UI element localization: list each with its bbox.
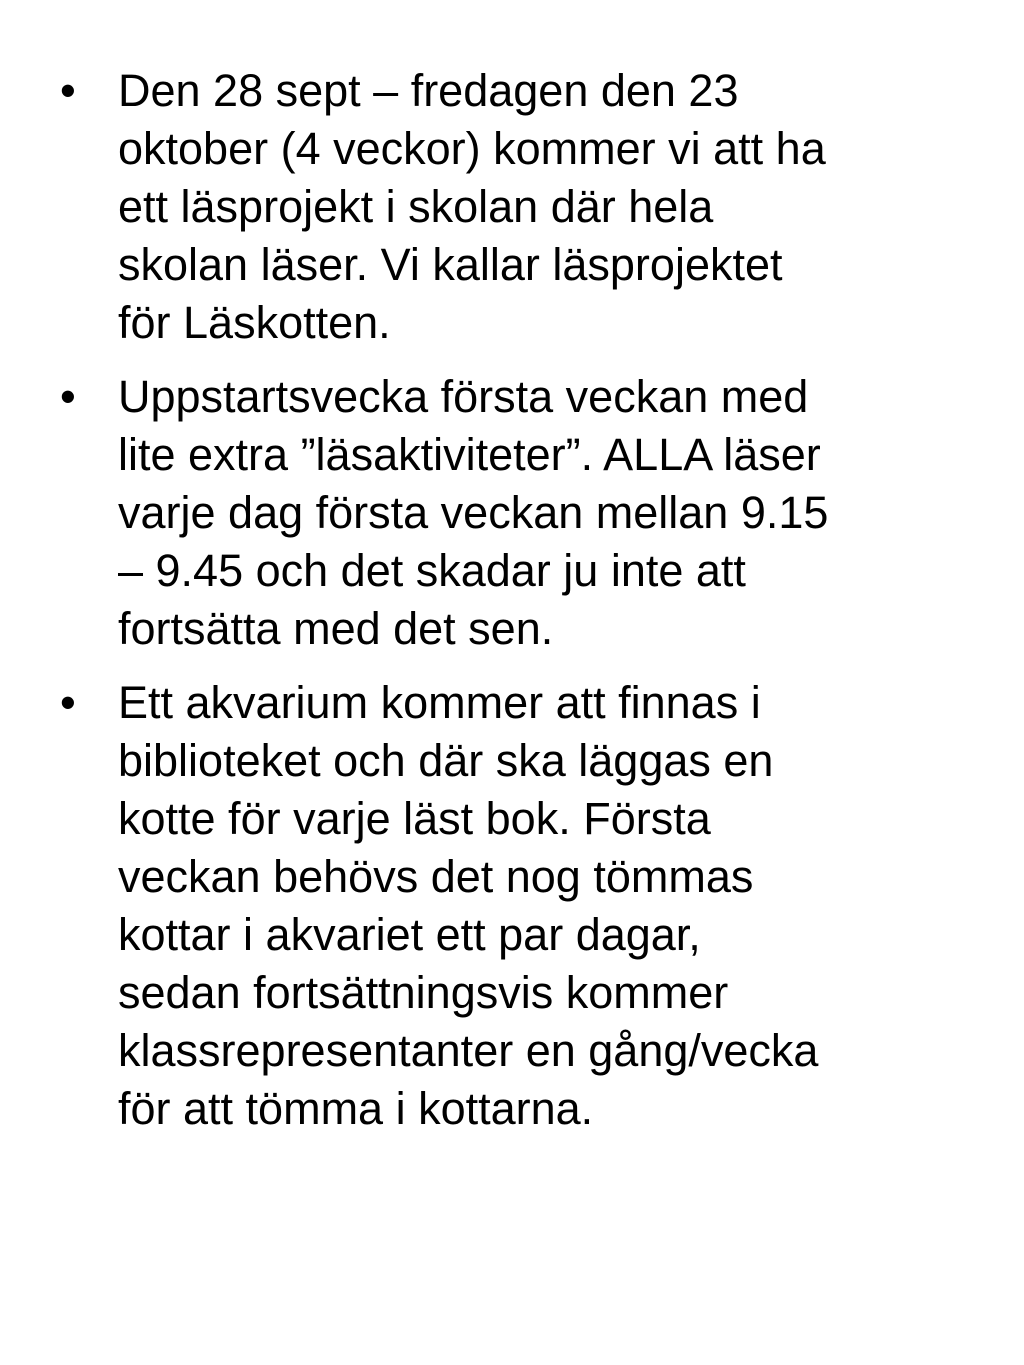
bullet-marker: • [60, 677, 76, 728]
text-line: klassrepresentanter en gång/vecka [118, 1025, 819, 1076]
text-line: lite extra ”läsaktiviteter”. ALLA läser [118, 429, 821, 480]
bullet-item-3 [60, 674, 970, 1138]
bullet-item-2 [60, 368, 970, 658]
bullet-text [118, 368, 970, 658]
text-line: – 9.45 och det skadar ju inte att [118, 545, 746, 596]
bullet-item-1 [60, 62, 970, 352]
text-line: Den 28 sept – fredagen den 23 [118, 65, 739, 116]
text-line: veckan behövs det nog tömmas [118, 851, 754, 902]
bullet-text [118, 62, 970, 352]
text-line: kotte för varje läst bok. Första [118, 793, 711, 844]
bullet-text [118, 674, 970, 1138]
text-line: fortsätta med det sen. [118, 603, 554, 654]
text-line: sedan fortsättningsvis kommer [118, 967, 729, 1018]
bullet-marker: • [60, 65, 76, 116]
text-line: för att tömma i kottarna. [118, 1083, 594, 1134]
text-line: biblioteket och där ska läggas en [118, 735, 774, 786]
text-line: kottar i akvariet ett par dagar, [118, 909, 701, 960]
text-line: varje dag första veckan mellan 9.15 [118, 487, 829, 538]
text-line: skolan läser. Vi kallar läsprojektet [118, 239, 783, 290]
bullet-list [60, 62, 970, 1154]
text-line: oktober (4 veckor) kommer vi att ha [118, 123, 826, 174]
text-line: Uppstartsvecka första veckan med [118, 371, 809, 422]
text-line: för Läskotten. [118, 297, 391, 348]
bullet-marker: • [60, 371, 76, 422]
text-line: Ett akvarium kommer att finnas i [118, 677, 761, 728]
text-line: ett läsprojekt i skolan där hela [118, 181, 714, 232]
